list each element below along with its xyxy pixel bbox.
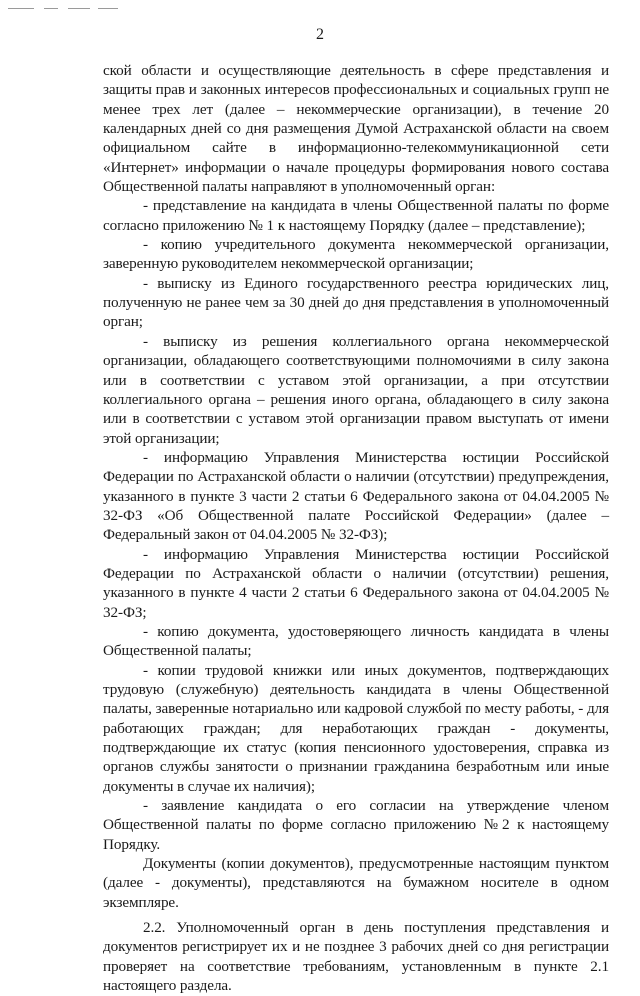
paragraph-documents-form: Документы (копии документов), предусмотренные настоящим пунктом (далее - документы), представляются на бумажном носителе в одном экземпляре. xyxy=(103,855,609,911)
list-item-registry-extract: - выписку из Единого государственного реестра юридических лиц, полученную не ранее чем за 30 дней до дня представления в уполномоченный орган; xyxy=(103,274,609,331)
list-item-consent-statement: - заявление кандидата о его согласии на утверждение членом Общественной палаты по форме согласно приложению №2 к настоящему Порядку. xyxy=(103,797,609,853)
document-body xyxy=(103,61,609,996)
scan-artifact-marks xyxy=(8,8,128,12)
list-item-decision-info: - информацию Управления Министерства юстиции Российской Федерации по Астраханской области о наличии (отсутствии) решения, указанного в пункте 4 части 2 статьи 6 Федерального закона от 04.04.2005 № 32-ФЗ; xyxy=(103,545,609,621)
list-item-founding-document: - копию учредительного документа некоммерческой организации, заверенную руководителем некоммерческой организации; xyxy=(103,236,609,273)
list-item-collegial-decision: - выписку из решения коллегиального органа некоммерческой организации, обладающего соответствующими полномочиями в силу закона или в соответствии с уставом этой организации, а при отсутствии коллегиального органа – решения иного органа, обладающего в силу закона или в соответствии с уставом этой организации правом выступать от имени этой организации; xyxy=(103,332,609,447)
paragraph-intro: ской области и осуществляющие деятельность в сфере представления и защиты прав и законных интересов профессиональных и социальных групп не менее трех лет (далее – некоммерческие организации), в течение 20 календарных дней со дня размещения Думой Астраханской области на своем официальном сайте в информационно-телекоммуникационной сети «Интернет» информации о начале процедуры формирования нового состава Общественной палаты направляют в уполномоченный орган: xyxy=(103,62,609,196)
paragraph-clause-2-2: 2.2. Уполномоченный орган в день поступления представления и документов регистрирует их и не позднее 3 рабочих дней со дня регистрации проверяет на соответствие требованиям, установленным в пункте 2.1 настоящего раздела. xyxy=(103,919,609,995)
list-item-identity-document: - копию документа, удостоверяющего личность кандидата в члены Общественной палаты; xyxy=(103,622,609,660)
page-number: 2 xyxy=(316,26,324,43)
list-item-warning-info: - информацию Управления Министерства юстиции Российской Федерации по Астраханской области о наличии (отсутствии) предупреждения, указанного в пункте 3 части 2 статьи 6 Федерального закона от 04.04.2005 № 32-ФЗ «Об Общественной палате Российской Федерации» (далее – Федеральный закон от 04.04.2005 № 32-ФЗ); xyxy=(103,448,609,544)
list-item-submission: - представление на кандидата в члены Общественной палаты по форме согласно приложению № 1 к настоящему Порядку (далее – представление); xyxy=(103,197,609,234)
list-item-employment-documents: - копии трудовой книжки или иных документов, подтверждающих трудовую (служебную) деятельность кандидата в члены Общественной палаты, заверенные нотариально или кадровой службой по месту работы, - для работающих граждан; для неработающих граждан - документы, подтверждающие их статус (копия пенсионного удостоверения, справка из органов службы занятости о признании гражданина безработным или иные документы в случае их наличия); xyxy=(103,661,609,795)
